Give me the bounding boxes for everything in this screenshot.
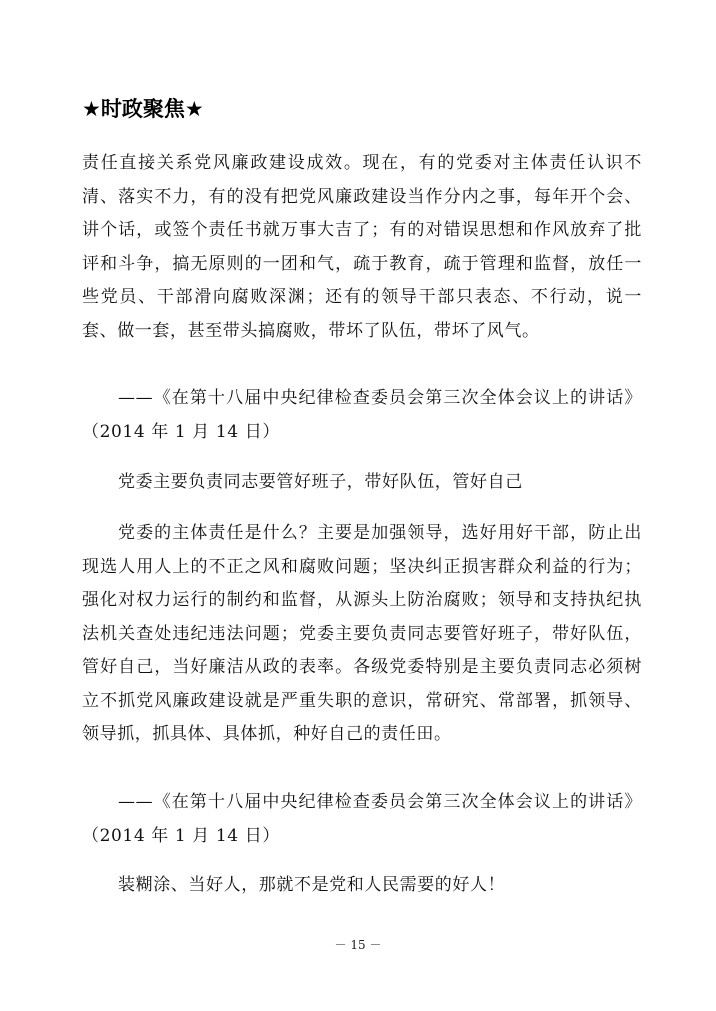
citation-1: ——《在第十八届中央纪律检查委员会第三次全体会议上的讲话》（2014 年 1 月 14 日） (82, 388, 642, 442)
subheading-1: 党委主要负责同志要管好班子，带好队伍，管好自己 (118, 472, 523, 492)
body-paragraph-2: 党委的主体责任是什么？主要是加强领导，选好用好干部，防止出现选人用人上的不正之风和腐败问题；坚决纠正损害群众利益的行为；强化对权力运行的制约和监督，从源头上防治腐败；领导和支持执纪执法机关查处违纪违法问题；党委主要负责同志要管好班子，带好队伍，管好自己，当好廉洁从政的表率。各级党委特别是主要负责同志必须树立不抓党风廉政建设就是严重失职的意识，常研究、常部署，抓领导、领导抓，抓具体、具体抓，种好自己的责任田。 (82, 523, 642, 744)
subheading-2: 装糊涂、当好人，那就不是党和人民需要的好人！ (118, 875, 506, 895)
citation-2: ——《在第十八届中央纪律检查委员会第三次全体会议上的讲话》（2014 年 1 月 14 日） (82, 792, 642, 846)
body-paragraph-1: 责任直接关系党风廉政建设成效。现在，有的党委对主体责任认识不清、落实不力，有的没有把党风廉政建设当作分内之事，每年开个会、讲个话，或签个责任书就万事大吉了；有的对错误思想和作风放弃了批评和斗争，搞无原则的一团和气，疏于教育，疏于管理和监督，放任一些党员、干部滑向腐败深渊；还有的领导干部只表态、不行动，说一套、做一套，甚至带头搞腐败，带坏了队伍，带坏了风气。 (82, 153, 642, 341)
section-header: ★时政聚焦★ (82, 97, 204, 121)
page-number: － 15 － (334, 938, 382, 952)
